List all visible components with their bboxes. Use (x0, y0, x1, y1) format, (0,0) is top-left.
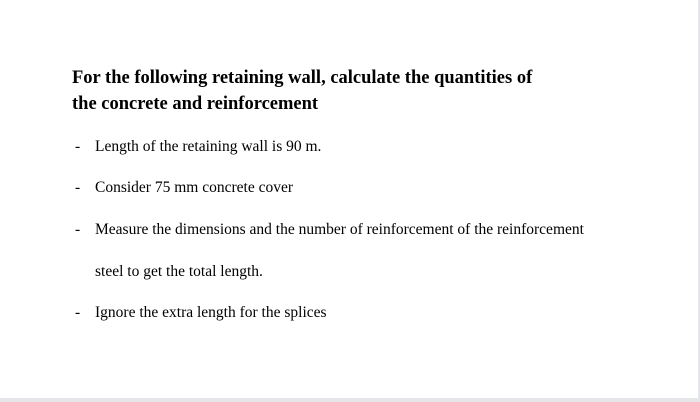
list-item-text: Length of the retaining wall is 90 m. (95, 138, 322, 155)
problem-heading (72, 65, 672, 117)
list-item-ignore-splices (75, 303, 327, 323)
list-item-text: Ignore the extra length for the splices (95, 304, 327, 321)
list-item-concrete-cover (75, 178, 293, 198)
bullet-dash: - (75, 179, 81, 196)
list-item-continuation: steel to get the total length. (95, 263, 263, 280)
heading-line-2: the concrete and reinforcement (72, 94, 319, 114)
bullet-dash: - (75, 304, 81, 321)
bullet-dash: - (75, 221, 81, 238)
list-item-text: Measure the dimensions and the number of reinforcement of the reinforcement (95, 221, 584, 238)
bullet-dash: - (75, 138, 81, 155)
list-item-text: Consider 75 mm concrete cover (95, 179, 293, 196)
list-item-wall-length (75, 137, 321, 157)
list-item-measure-reinforcement (75, 220, 584, 240)
heading-line-1: For the following retaining wall, calculate the quantities of (72, 68, 533, 88)
